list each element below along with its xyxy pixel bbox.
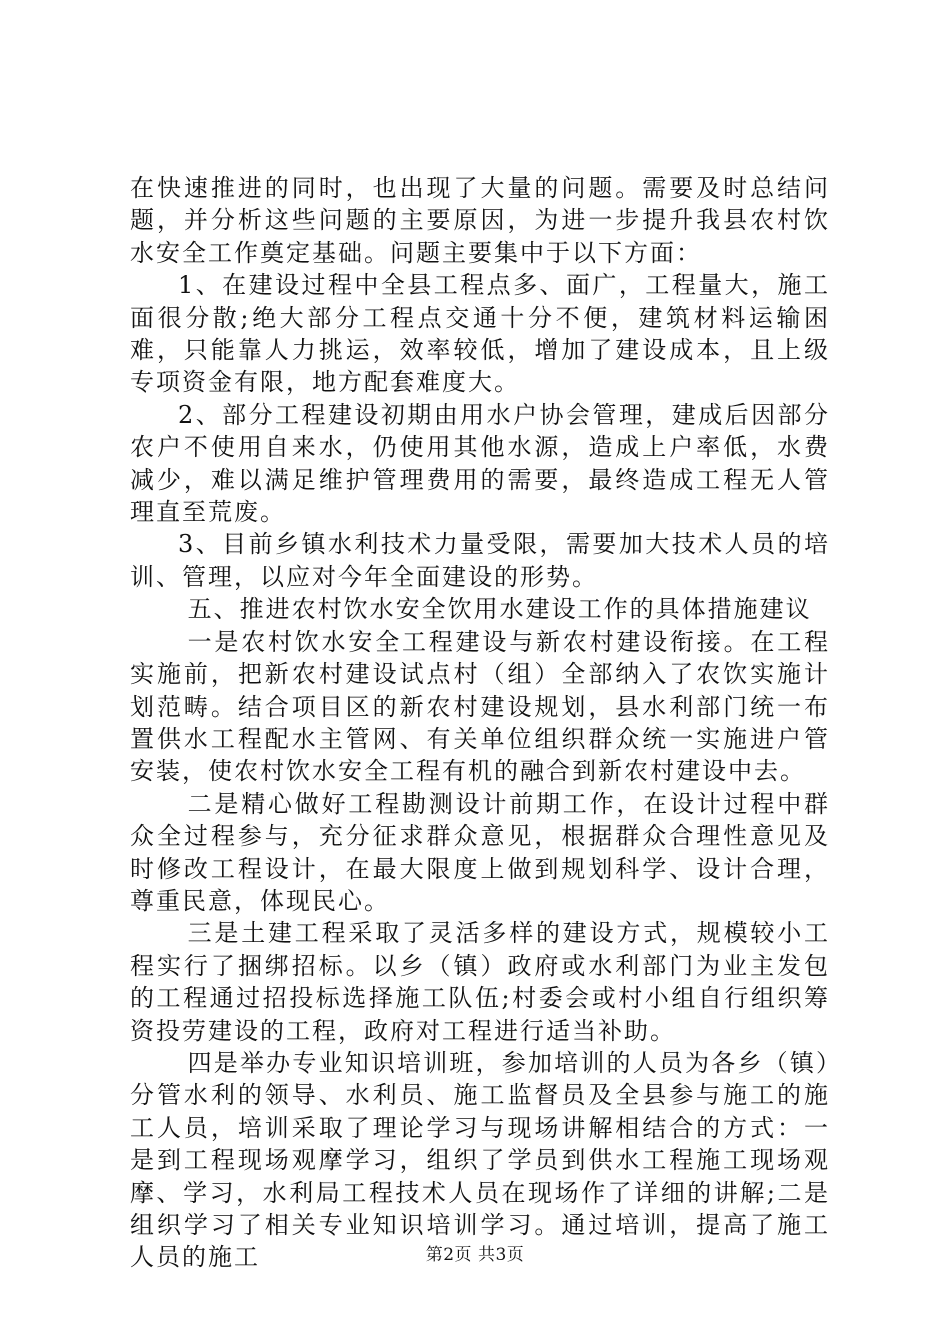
paragraph-measure-4: 四是举办专业知识培训班，参加培训的人员为各乡（镇）分管水利的领导、水利员、施工监督员及全县参与施工的施工人员，培训采取了理论学习与现场讲解相结合的方式：一是到工程现场观摩学习，组织了学员到供水工程施工现场观摩、学习，水利局工程技术人员在现场作了详细的讲解;二是组织学习了相关专业知识培训学习。通过培训，提高了施工人员的施工 bbox=[130, 1048, 830, 1272]
paragraph-measure-1: 一是农村饮水安全工程建设与新农村建设衔接。在工程实施前，把新农村建设试点村（组）全部纳入了农饮实施计划范畴。结合项目区的新农村建设规划，县水利部门统一布置供水工程配水主管网、有关单位组织群众统一实施进户管安装，使农村饮水安全工程有机的融合到新农村建设中去。 bbox=[130, 627, 830, 786]
page-number-footer: 第2页 共3页 bbox=[425, 1245, 525, 1265]
document-body bbox=[130, 172, 830, 1274]
paragraph-continuation: 在快速推进的同时，也出现了大量的问题。需要及时总结问题，并分析这些问题的主要原因，为进一步提升我县农村饮水安全工作奠定基础。问题主要集中于以下方面： bbox=[130, 174, 830, 267]
paragraph-problem-2: 2、部分工程建设初期由用水户协会管理，建成后因部分农户不使用自来水，仍使用其他水源，造成上户率低，水费减少，难以满足维护管理费用的需要，最终造成工程无人管理直至荒废。 bbox=[130, 400, 830, 527]
paragraph-measure-3: 三是土建工程采取了灵活多样的建设方式，规模较小工程实行了捆绑招标。以乡（镇）政府或水利部门为业主发包的工程通过招投标选择施工队伍;村委会或村小组自行组织筹资投劳建设的工程，政府对工程进行适当补助。 bbox=[130, 919, 830, 1045]
paragraph-measure-2: 二是精心做好工程勘测设计前期工作，在设计过程中群众全过程参与，充分征求群众意见，根据群众合理性意见及时修改工程设计，在最大限度上做到规划科学、设计合理，尊重民意，体现民心。 bbox=[130, 789, 830, 915]
section-heading-measures: 五、推进农村饮水安全饮用水建设工作的具体措施建议 bbox=[187, 595, 812, 624]
paragraph-problem-1: 1、在建设过程中全县工程点多、面广，工程量大，施工面很分散;绝大部分工程点交通十分不便，建筑材料运输困难，只能靠人力挑运，效率较低，增加了建设成本，且上级专项资金有限，地方配套难度大。 bbox=[130, 271, 830, 397]
paragraph-problem-3: 3、目前乡镇水利技术力量受限，需要加大技术人员的培训、管理，以应对今年全面建设的形势。 bbox=[130, 530, 830, 591]
